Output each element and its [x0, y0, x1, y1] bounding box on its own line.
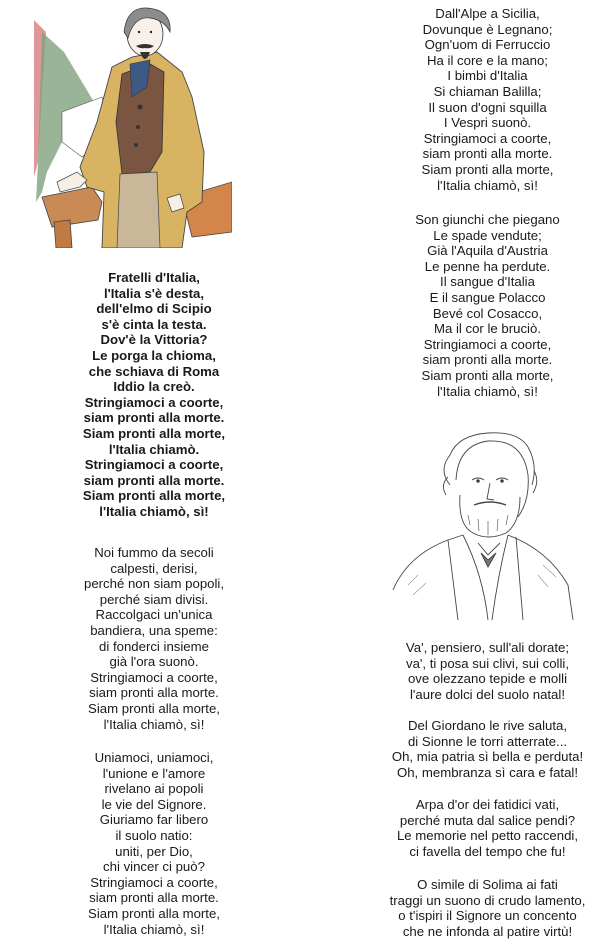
lyric-line: Oh, mia patria sì bella e perduta! [391, 749, 584, 765]
lyric-line: Fratelli d'Italia, [108, 270, 200, 285]
lyric-line: siam pronti alla morte. [89, 890, 219, 906]
lyric-line: Stringiamoci a coorte, [423, 336, 552, 352]
left-column-lyrics-2 [30, 545, 278, 732]
lyric-line: Siam pronti alla morte, [82, 425, 226, 441]
lyric-line: Siam pronti alla morte, [88, 700, 220, 716]
right-column-lyrics-1 [365, 6, 610, 193]
lyric-line: Siam pronti alla morte, [82, 488, 226, 504]
lyric-line: perché muta dal salice pendi? [399, 812, 576, 828]
lyric-line: I Vespri suonò. [443, 115, 532, 131]
lyric-line: l'Italia chiamò, sì! [437, 177, 538, 193]
lyric-line: siam pronti alla morte. [83, 472, 225, 488]
lyric-line: Del Giordano le rive saluta, [407, 718, 568, 733]
lyric-line: Dovunque è Legnano; [422, 21, 553, 37]
lyric-line: O simile di Solima ai fati [417, 877, 558, 892]
illustration-left-portrait [32, 2, 232, 248]
lyric-line: rivelano ai popoli [104, 781, 204, 797]
lyric-line: Siam pronti alla morte, [421, 161, 554, 177]
lyric-line: chi vincer ci può? [103, 859, 205, 875]
left-column-lyrics [30, 270, 278, 520]
right-column-va-pensiero-3 [365, 797, 610, 859]
lyric-line: le vie del Signore. [101, 796, 207, 812]
stanza-1-chorus [30, 270, 278, 520]
portrait-verdi-icon [388, 425, 578, 620]
right-column-va-pensiero-4 [365, 877, 610, 939]
lyric-line: Ha il core e la mano; [427, 52, 548, 68]
lyric-line: Le porga la chioma, [92, 347, 216, 363]
lyric-line: Bevé col Cosacco, [432, 305, 543, 321]
lyric-line: Stringiamoci a coorte, [84, 394, 224, 410]
lyric-line: Arpa d'or dei fatidici vati, [415, 797, 560, 812]
lyric-line: s'è cinta la testa. [101, 316, 207, 332]
lyric-line: Il sangue d'Italia [440, 274, 535, 290]
lyric-line: Siam pronti alla morte, [88, 905, 220, 921]
illustration-right-portrait [388, 425, 578, 620]
lyric-line: siam pronti alla morte. [422, 352, 553, 368]
lyric-line: E il sangue Polacco [429, 289, 546, 305]
right-column-va-pensiero [365, 640, 610, 702]
right-column-va-pensiero-2 [365, 718, 610, 780]
lyric-line: l'aure dolci del suolo natal! [409, 686, 565, 702]
stanza-4 [365, 6, 610, 193]
lyric-line: Si chiaman Balilla; [433, 83, 542, 99]
lyric-line: Dov'è la Vittoria? [100, 332, 208, 348]
lyric-line: va', ti posa sui clivi, sui colli, [405, 655, 570, 671]
stanza-va-pensiero-2 [365, 718, 610, 780]
lyric-line: che schiava di Roma [88, 363, 220, 379]
lyric-line: Già l'Aquila d'Austria [427, 243, 548, 259]
lyric-line: Le penne ha perdute. [424, 258, 551, 274]
lyric-line: Stringiamoci a coorte, [423, 130, 552, 146]
lyric-line: siam pronti alla morte. [83, 410, 225, 426]
lyric-line: l'unione e l'amore [102, 765, 206, 781]
lyric-line: l'Italia s'è desta, [103, 285, 205, 301]
lyric-line: Iddio la creò. [113, 379, 195, 395]
lyric-line: o t'ispiri il Signore un concento [398, 908, 577, 924]
lyric-line: Raccolgaci un'unica [95, 607, 213, 623]
lyric-line: Oh, membranza sì cara e fatal! [396, 764, 579, 780]
lyric-line: Uniamoci, uniamoci, [94, 750, 214, 765]
lyric-line: siam pronti alla morte. [89, 685, 219, 701]
lyric-line: Il suon d'ogni squilla [428, 99, 547, 115]
lyric-line: bandiera, una speme: [90, 622, 218, 638]
lyric-line: Le memorie nel petto raccendi, [396, 828, 579, 844]
right-column-lyrics-2 [365, 212, 610, 399]
lyric-line: l'Italia chiamò, sì! [103, 716, 205, 732]
lyric-line: l'Italia chiamò, sì! [103, 921, 205, 937]
lyric-line: I bimbi d'Italia [447, 68, 528, 84]
lyric-line: dell'elmo di Scipio [96, 301, 212, 317]
left-column-lyrics-3 [30, 750, 278, 937]
lyric-line: Ma il cor le bruciò. [433, 321, 541, 337]
lyric-line: ci favella del tempo che fu! [409, 843, 566, 859]
lyric-line: l'Italia chiamò, sì! [99, 503, 209, 519]
lyric-line: Stringiamoci a coorte, [90, 874, 218, 890]
lyric-line: calpesti, derisi, [110, 560, 198, 576]
lyric-line: Giuriamo far libero [99, 812, 209, 828]
lyric-line: Ogn'uom di Ferruccio [424, 37, 551, 53]
lyric-line: di Sionne le torri atterrate... [407, 733, 568, 749]
lyric-line: già l'ora suonò. [109, 654, 199, 670]
lyric-line: siam pronti alla morte. [422, 146, 553, 162]
lyric-line: perché non siam popoli, [83, 576, 225, 592]
lyric-line: Son giunchi che piegano [415, 212, 560, 227]
lyric-line: il suolo natio: [115, 827, 193, 843]
lyric-line: che ne infonda al patire virtù! [402, 923, 573, 939]
stanza-va-pensiero-4 [365, 877, 610, 939]
stanza-va-pensiero-3 [365, 797, 610, 859]
lyric-line: traggi un suono di crudo lamento, [389, 892, 586, 908]
lyric-line: Le spade vendute; [433, 227, 542, 243]
lyric-line: l'Italia chiamò, sì! [437, 383, 538, 399]
lyric-line: Noi fummo da secoli [94, 545, 214, 560]
lyric-line: Dall'Alpe a Sicilia, [435, 6, 540, 21]
lyric-line: di fonderci insieme [99, 638, 209, 654]
stanza-2 [30, 545, 278, 732]
stanza-3 [30, 750, 278, 937]
portrait-mameli-icon [32, 2, 232, 248]
lyric-line: Siam pronti alla morte, [421, 367, 554, 383]
lyric-line: Stringiamoci a coorte, [84, 457, 224, 473]
lyric-line: uniti, per Dio, [115, 843, 193, 859]
stanza-va-pensiero-1 [365, 640, 610, 702]
lyric-line: perché siam divisi. [99, 591, 209, 607]
lyric-line: l'Italia chiamò. [108, 441, 200, 457]
lyric-line: Stringiamoci a coorte, [90, 669, 218, 685]
lyric-line: ove olezzano tepide e molli [407, 671, 568, 687]
stanza-5 [365, 212, 610, 399]
lyric-line: Va', pensiero, sull'ali dorate; [405, 640, 570, 655]
